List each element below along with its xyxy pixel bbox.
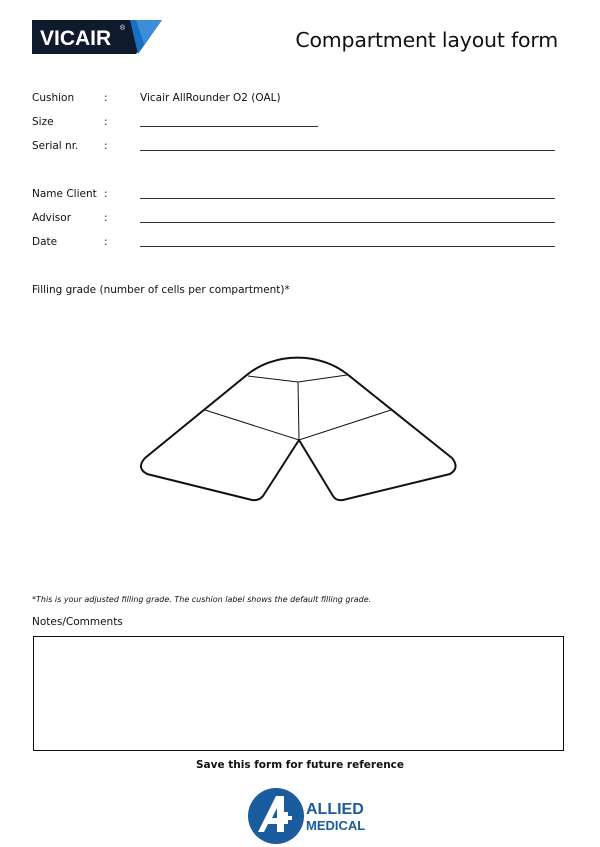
name-client-line[interactable]: [140, 198, 555, 199]
footnote: *This is your adjusted filling grade. The cushion label shows the default filling grade.: [32, 595, 372, 604]
field-label: Date: [32, 236, 58, 248]
field-label: Serial nr.: [32, 140, 79, 152]
svg-text:VICAIR: VICAIR: [40, 27, 112, 50]
vicair-logo: [32, 20, 162, 54]
field-value: Vicair AllRounder O2 (OAL): [140, 92, 281, 104]
notes-input[interactable]: [33, 636, 564, 751]
allied-medical-logo: [246, 786, 378, 846]
save-notice: Save this form for future reference: [195, 759, 405, 771]
size-line[interactable]: [140, 126, 318, 127]
field-label: Cushion: [32, 92, 75, 104]
field-colon: :: [104, 92, 108, 104]
advisor-line[interactable]: [140, 222, 555, 223]
field-colon: :: [104, 140, 108, 152]
svg-text:®: ®: [120, 25, 126, 32]
date-line[interactable]: [140, 246, 555, 247]
serial-line[interactable]: [140, 150, 555, 151]
field-label: Advisor: [32, 212, 72, 224]
compartment-lines: [205, 375, 391, 440]
field-label: Size: [32, 116, 54, 128]
cushion-outline: [141, 358, 456, 501]
cushion-diagram: [0, 320, 600, 530]
field-label: Name Client: [32, 188, 97, 200]
notes-label: Notes/Comments: [32, 616, 123, 628]
field-colon: :: [104, 236, 108, 248]
page-title: Compartment layout form: [295, 28, 558, 52]
svg-text:ALLIED: ALLIED: [306, 801, 364, 818]
field-colon: :: [104, 116, 108, 128]
svg-text:MEDICAL: MEDICAL: [306, 818, 366, 833]
field-colon: :: [104, 212, 108, 224]
filling-grade-label: Filling grade (number of cells per compartment)*: [32, 284, 290, 296]
field-colon: :: [104, 188, 108, 200]
